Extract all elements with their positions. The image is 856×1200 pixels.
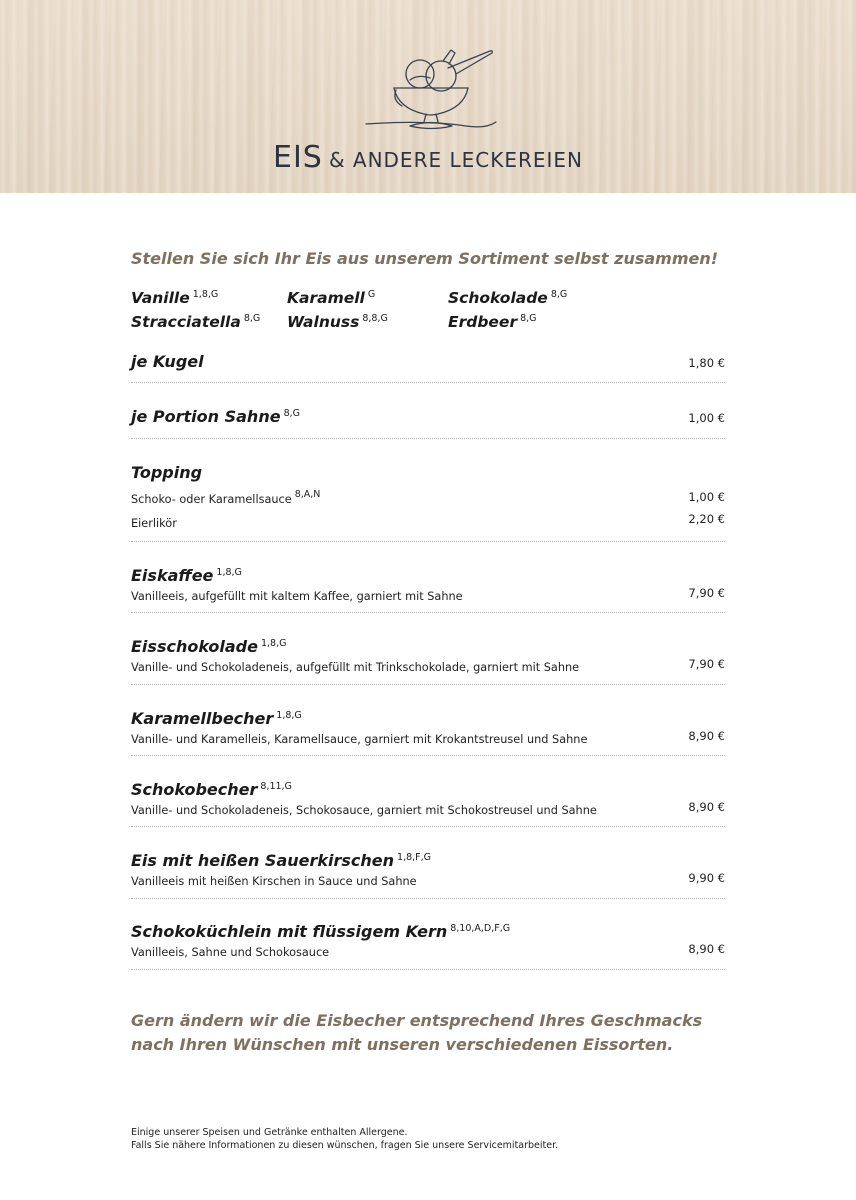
menu-item: [131, 566, 725, 604]
item-price: 8,90 €: [688, 729, 725, 743]
item-name: Eisschokolade $^{1,8,G}$: [131, 637, 287, 656]
item-name: Karamellbecher $^{1,8,G}$: [131, 709, 302, 728]
item-price: 7,90 €: [688, 657, 725, 671]
item-description: Vanilleeis, aufgefüllt mit kaltem Kaffee, garniert mit Sahne: [131, 590, 463, 603]
topping-price: 2,20 €: [688, 512, 725, 526]
intro-text: Stellen Sie sich Ihr Eis aus unserem Sortiment selbst zusammen!: [131, 249, 719, 268]
flavor-item: Vanille $^{1,8,G}$: [131, 289, 219, 307]
flavor-item: Schokolade $^{8,G}$: [448, 289, 568, 307]
item-price: 8,90 €: [688, 942, 725, 956]
item-name: Schokobecher $^{8,11,G}$: [131, 780, 292, 799]
ice-cream-bowl-icon: [364, 46, 500, 138]
topping-section: [131, 463, 725, 532]
item-name: Schokoküchlein mit flüssigem Kern $^{8,10,A,D,F,G}$: [131, 922, 511, 941]
menu-item: [131, 780, 725, 818]
menu-item: [131, 407, 725, 426]
item-description: Vanille- und Karamelleis, Karamellsauce, garniert mit Krokantstreusel und Sahne: [131, 733, 588, 746]
item-description: Vanilleeis, Sahne und Schokosauce: [131, 946, 330, 959]
item-price: 1,80 €: [688, 356, 725, 370]
allergen-notice: Einige unserer Speisen und Getränke enthalten Allergene. Falls Sie nähere Informationen zu diesen wünschen, fragen Sie unsere Servicemitarbeiter.: [131, 1127, 559, 1151]
item-description: Vanille- und Schokoladeneis, Schokosauce, garniert mit Schokostreusel und Sahne: [131, 804, 597, 817]
dotted-divider: [131, 755, 725, 756]
item-description: Vanille- und Schokoladeneis, aufgefüllt mit Trinkschokolade, garniert mit Sahne: [131, 661, 580, 674]
dotted-divider: [131, 898, 725, 899]
item-name: je Kugel: [131, 352, 204, 371]
dotted-divider: [131, 612, 725, 613]
topping-title: Topping: [131, 463, 203, 482]
topping-option: Eierlikör: [131, 517, 177, 530]
item-price: 7,90 €: [688, 586, 725, 600]
dotted-divider: [131, 969, 725, 970]
menu-item: [131, 637, 725, 675]
item-price: 1,00 €: [688, 411, 725, 425]
topping-option: Schoko- oder Karamellsauce $^{8,A,N}$: [131, 489, 321, 506]
menu-item: [131, 709, 725, 747]
flavor-item: Karamell $^G$: [287, 289, 376, 307]
topping-price: 1,00 €: [688, 490, 725, 504]
menu-item: [131, 352, 725, 371]
menu-item: [131, 851, 725, 889]
outro-text: Gern ändern wir die Eisbecher entsprechend Ihres Geschmacks nach Ihren Wünschen mit unseren verschiedenen Eissorten.: [131, 1011, 703, 1054]
menu-title: [0, 140, 856, 175]
dotted-divider: [131, 826, 725, 827]
flavor-item: Erdbeer $^{8,G}$: [448, 313, 537, 331]
item-description: Vanilleeis mit heißen Kirschen in Sauce und Sahne: [131, 875, 417, 888]
item-name: je Portion Sahne $^{8,G}$: [131, 407, 300, 426]
dotted-divider: [131, 684, 725, 685]
menu-title-rest: & ANDERE LECKEREIEN: [328, 148, 583, 172]
item-price: 8,90 €: [688, 800, 725, 814]
item-name: Eiskaffee $^{1,8,G}$: [131, 566, 242, 585]
dotted-divider: [131, 438, 725, 439]
dotted-divider: [131, 382, 725, 383]
flavor-list: [131, 289, 725, 337]
flavor-item: Walnuss $^{8,8,G}$: [287, 313, 388, 331]
menu-item: [131, 922, 725, 960]
item-price: 9,90 €: [688, 871, 725, 885]
menu-title-main: EIS: [272, 140, 323, 175]
item-name: Eis mit heißen Sauerkirschen $^{1,8,F,G}$: [131, 851, 432, 870]
flavor-item: Stracciatella $^{8,G}$: [131, 313, 261, 331]
wood-header: [0, 0, 856, 193]
dotted-divider: [131, 541, 725, 542]
